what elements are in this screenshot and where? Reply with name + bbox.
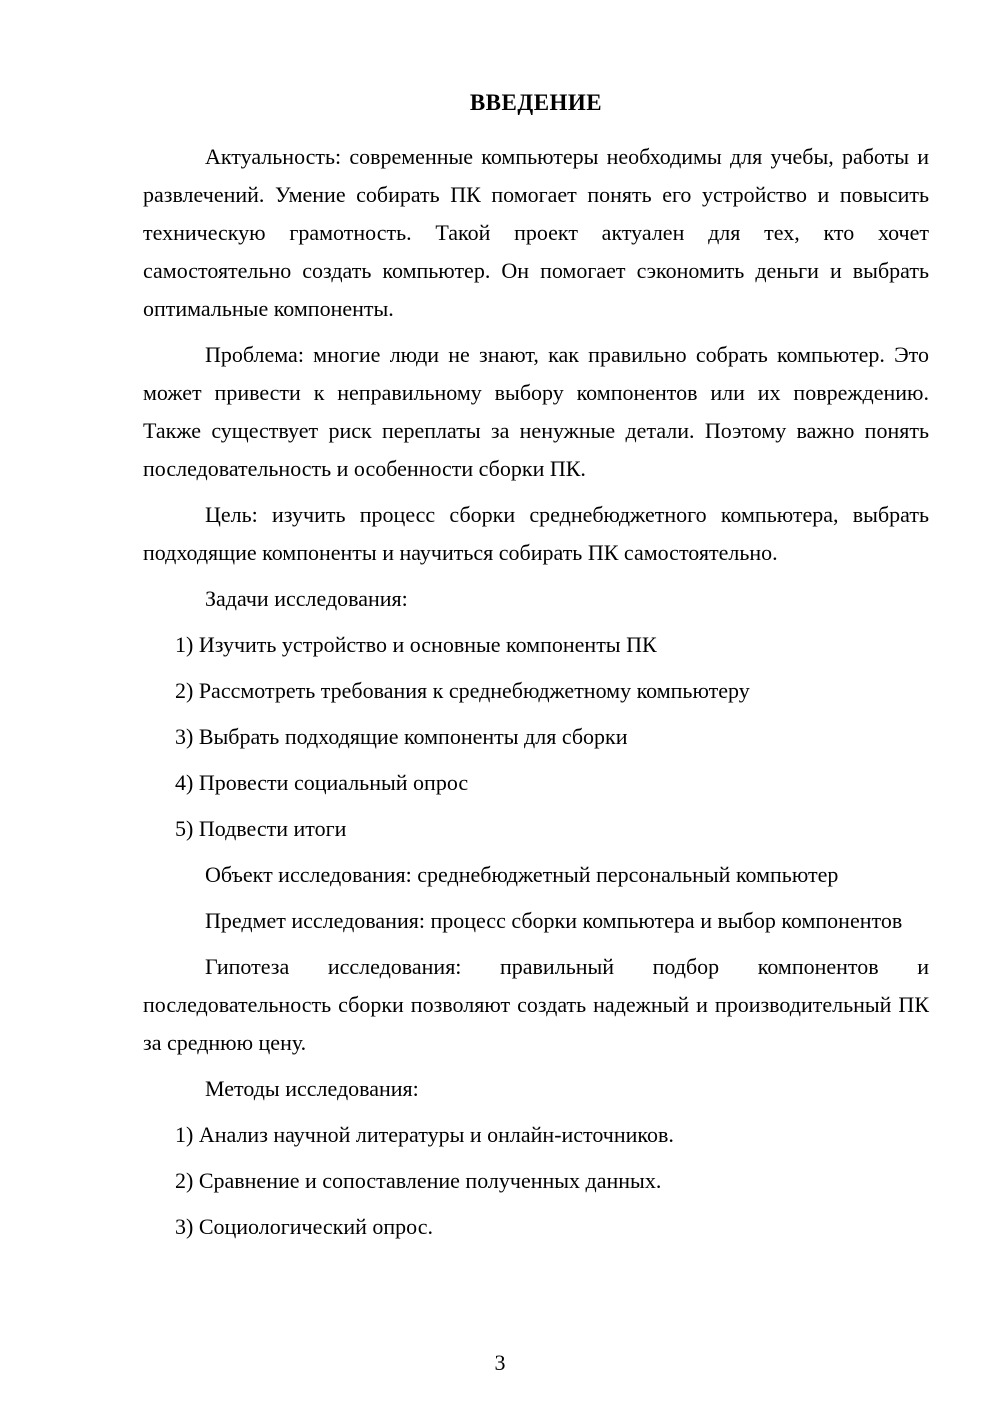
method-item-3: 3) Социологический опрос.: [175, 1214, 433, 1239]
tasks-heading: Задачи исследования:: [205, 586, 408, 611]
method-item-2: 2) Сравнение и сопоставление полученных данных.: [175, 1168, 662, 1193]
task-item-5: 5) Подвести итоги: [175, 816, 347, 841]
paragraph-actuality: Актуальность: современные компьютеры необходимы для учебы, работы и развлечений. Умение собирать ПК помогает понять его устройство и повысить техническую грамотность. Такой проект актуален для тех, кто хочет самостоятельно создать компьютер. Он помогает сэкономить деньги и выбрать оптимальные компоненты.: [143, 144, 929, 321]
task-item-4: 4) Провести социальный опрос: [175, 770, 469, 795]
task-item-3: 3) Выбрать подходящие компоненты для сборки: [175, 724, 628, 749]
paragraph-goal: Цель: изучить процесс сборки среднебюджетного компьютера, выбрать подходящие компоненты и научиться собирать ПК самостоятельно.: [143, 502, 929, 565]
method-item-1: 1) Анализ научной литературы и онлайн-источников.: [175, 1122, 674, 1147]
paragraph-subject: Предмет исследования: процесс сборки компьютера и выбор компонентов: [205, 908, 903, 933]
paragraph-problem: Проблема: многие люди не знают, как правильно собрать компьютер. Это может привести к неправильному выбору компонентов или их повреждению. Также существует риск переплаты за ненужные детали. Поэтому важно понять последовательность и особенности сборки ПК.: [143, 342, 929, 481]
paragraph-object: Объект исследования: среднебюджетный персональный компьютер: [205, 862, 839, 887]
page-number: 3: [494, 1350, 506, 1375]
page-title: ВВЕДЕНИЕ: [469, 90, 603, 115]
task-item-2: 2) Рассмотреть требования к среднебюджетному компьютеру: [175, 678, 750, 703]
methods-heading: Методы исследования:: [205, 1076, 419, 1101]
paragraph-hypothesis: Гипотеза исследования: правильный подбор компонентов и последовательность сборки позволяют создать надежный и производительный ПК за среднюю цену.: [143, 954, 929, 1055]
task-item-1: 1) Изучить устройство и основные компоненты ПК: [175, 632, 657, 657]
